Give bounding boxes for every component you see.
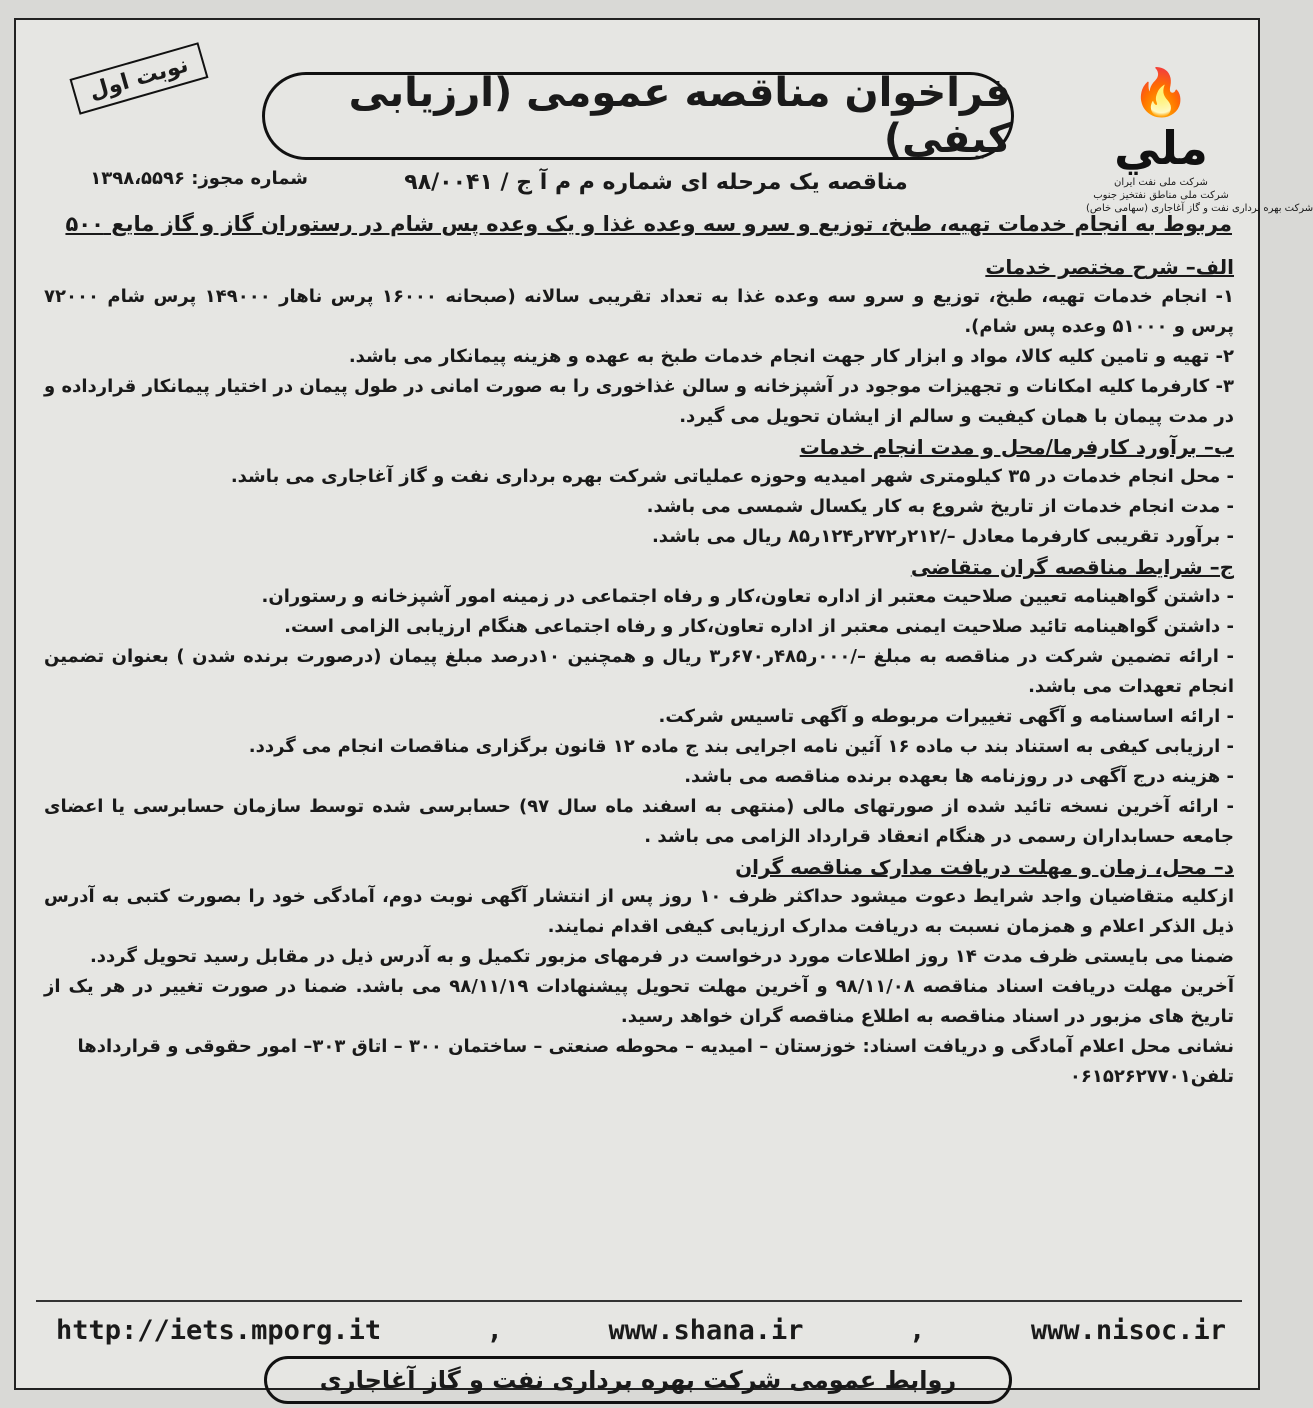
page-title: فراخوان مناقصه عمومی (ارزیابی کیفی) [262,72,1014,160]
tender-notice-page [14,18,1313,1394]
section-b-heading: ب– برآورد کارفرما/محل و مدت انجام خدمات [799,435,1234,459]
website-links [56,1310,1226,1350]
logo-line-2: شرکت ملی مناطق نفتخیز جنوب [1093,190,1229,201]
section-d-paragraph: آخرین مهلت دریافت اسناد مناقصه ۹۸/۱۱/۰۸ و آخرین مهلت تحویل پیشنهادات ۹۸/۱۱/۱۹ می باشد. ضمنا در صورت تغییر در هر یک از تاریخ های مزبور در اسناد مناقصه به اطلاع مناقصه گران خواهد رسید. [44,976,1235,1027]
section-d-heading: د– محل، زمان و مهلت دریافت مدارک مناقصه گران [735,855,1234,879]
divider [36,1300,1242,1302]
section-b-item: - محل انجام خدمات در ۳۵ کیلومتری شهر امیدیه وحوزه عملیاتی شرکت بهره برداری نفت و گاز آغاجاری می باشد. [230,466,1234,487]
section-c-item: - ارائه اساسنامه و آگهی تغییرات مربوطه و آگهی تاسیس شرکت. [658,706,1234,727]
section-d-paragraph: ازکلیه متقاضیان واجد شرایط دعوت میشود حداکثر ظرف ۱۰ روز پس از انتشار آگهی نوبت دوم، آمادگی خود را بصورت کتبی به آدرس ذیل الذکر اعلام و همزمان نسبت به دریافت مدارک ارزیابی کیفی اقدام نمایند. [44,886,1234,937]
url-separator: , [486,1314,503,1346]
url-shana[interactable]: www.shana.ir [608,1314,804,1346]
section-b-item: - مدت انجام خدمات از تاریخ شروع به کار یکسال شمسی می باشد. [646,496,1234,517]
section-c-heading: ج– شرایط مناقصه گران متقاضی [910,555,1234,579]
section-d-paragraph: ضمنا می بایستی ظرف مدت ۱۴ روز اطلاعات مورد درخواست در فرمهای مزبور تکمیل و به آدرس ذیل در مقابل رسید تحویل گردد. [89,946,1234,967]
logo-line-3: شرکت بهره برداری نفت و گاز آغاجاری (سهامی خاص) [1086,203,1313,214]
section-a-item: ۲- تهیه و تامین کلیه کالا، مواد و ابزار کار جهت انجام خدمات طبخ به عهده و هزینه پیمانکار می باشد. [348,346,1234,367]
section-a-heading: الف– شرح مختصر خدمات [985,255,1234,279]
logo-line-1: شرکت ملی نفت ایران [1114,177,1208,188]
section-b-item: - برآورد تقریبی کارفرما معادل –/۲۱۲ر۲۷۲ر۱۲۴ر۸۵ ریال می باشد. [651,526,1234,547]
phone-line: تلفن۰۶۱۵۲۶۲۷۷۰۱ [1069,1066,1234,1087]
tender-subject: مربوط به انجام خدمات تهیه، طبخ، توزیع و سرو سه وعده غذا و یک وعده پس شام در رستوران گاز و گاز مایع ۵۰۰ [65,212,1232,236]
flame-logo-icon: 🔥 ﻣﻠﻲ [1114,65,1208,175]
section-a-item: ۳- کارفرما کلیه امکانات و تجهیزات موجود در آشپزخانه و سالن غذاخوری را به صورت امانی در طول پیمان در اختیار پیمانکار قرارداده و در مدت پیمان با همان کیفیت و سالم از ایشان تحویل می گیرد. [44,376,1234,427]
tender-number: مناقصه یک مرحله ای شماره م م آ ج / ۹۸/۰۰۴۱ [404,170,908,195]
section-a-item: ۱- انجام خدمات تهیه، طبخ، توزیع و سرو سه وعده غذا به تعداد تقریبی سالانه (صبحانه ۱۶۰۰۰ پرس ناهار ۱۴۹۰۰۰ پرس شام ۷۲۰۰۰ پرس و ۵۱۰۰۰ وعده پس شام). [44,286,1234,337]
section-c-item: - ارائه تضمین شرکت در مناقصه به مبلغ –/۰۰۰ر۴۸۵ر۶۷۰ر۳ ریال و همچنین ۱۰درصد مبلغ پیمان (درصورت برنده شدن ) بعنوان تضمین انجام تعهدات می باشد. [44,646,1234,697]
notice-body [44,252,1234,1092]
publication-stamp: نوبت اول [69,42,208,114]
section-c-item: - ارزیابی کیفی به استناد بند ب ماده ۱۶ آئین نامه اجرایی بند ج ماده ۱۲ قانون برگزاری مناقصات انجام می گردد. [248,736,1234,757]
url-separator: , [909,1314,926,1346]
permit-number: شماره مجوز: ۱۳۹۸،۵۵۹۶ [90,168,308,189]
url-iets[interactable]: http://iets.mporg.it [56,1314,382,1346]
address-line: نشانی محل اعلام آمادگی و دریافت اسناد: خوزستان – امیدیه – محوطه صنعتی – ساختمان ۳۰۰ – اتاق ۳۰۳– امور حقوقی و قراردادها [77,1036,1234,1057]
section-c-item: - ارائه آخرین نسخه تائید شده از صورتهای مالی (منتهی به اسفند ماه سال ۹۷) حسابرسی شده توسط سازمان حسابرسی یا اعضای جامعه حسابداران رسمی در هنگام انعقاد قرارداد الزامی می باشد . [44,796,1235,847]
section-c-item: - هزینه درج آگهی در روزنامه ها بعهده برنده مناقصه می باشد. [684,766,1234,787]
section-c-item: - داشتن گواهینامه تائید صلاحیت ایمنی معتبر از اداره تعاون،کار و رفاه اجتماعی هنگام ارزیابی الزامی است. [284,616,1234,637]
public-relations-footer: روابط عمومی شرکت بهره برداری نفت و گاز آغاجاری [264,1356,1012,1404]
company-logo [1086,64,1313,214]
url-nisoc[interactable]: www.nisoc.ir [1030,1314,1226,1346]
section-c-item: - داشتن گواهینامه تعیین صلاحیت معتبر از اداره تعاون،کار و رفاه اجتماعی در زمینه امور آشپزخانه و رستوران. [261,586,1234,607]
